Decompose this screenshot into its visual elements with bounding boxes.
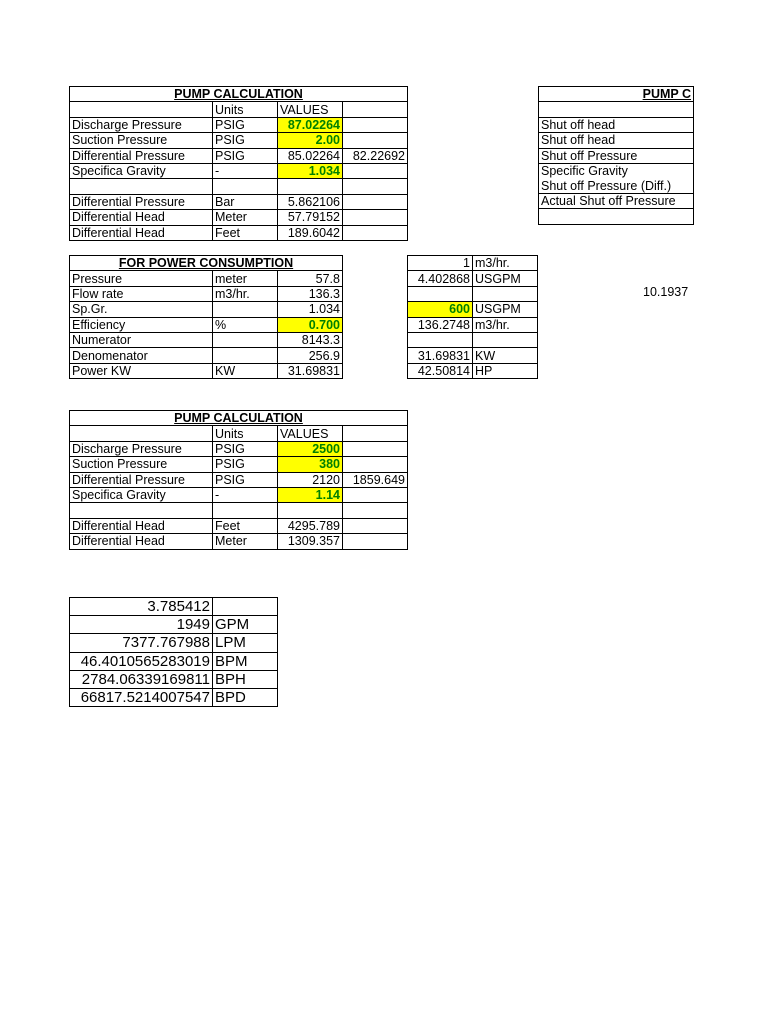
table-row [70, 652, 278, 670]
power-consumption-table [69, 255, 343, 379]
cell-label[interactable]: Shut off Pressure [539, 148, 694, 163]
cell-input-value[interactable]: 380 [278, 457, 343, 472]
cell-unit[interactable]: USGPM [473, 271, 538, 286]
table-row [408, 332, 538, 347]
cell-extra[interactable] [343, 487, 408, 502]
cell-unit[interactable]: HP [473, 363, 538, 378]
pump-calculation-table-2 [69, 410, 408, 550]
cell-value[interactable]: 5.862106 [278, 194, 343, 209]
cell-label[interactable]: Specific Gravity [539, 163, 694, 178]
cell-unit[interactable]: m3/hr. [213, 286, 278, 301]
cell-unit[interactable]: m3/hr. [473, 256, 538, 271]
table-row [408, 348, 538, 363]
cell-value[interactable] [408, 286, 473, 301]
cell-unit[interactable]: PSIG [213, 472, 278, 487]
cell-label[interactable]: Suction Pressure [70, 133, 213, 148]
cell-value[interactable]: 66817.5214007547 [70, 688, 213, 706]
cell-value[interactable]: 7377.767988 [70, 634, 213, 652]
cell-extra[interactable] [343, 503, 408, 518]
table-row [70, 363, 343, 378]
cell-unit[interactable]: - [213, 163, 278, 178]
cell-unit[interactable]: Feet [213, 518, 278, 533]
table-title-row [70, 87, 408, 102]
pump-calculation-table-1 [69, 86, 408, 241]
table-title: FOR POWER CONSUMPTION [70, 256, 343, 271]
table-row [70, 441, 408, 456]
cell-unit[interactable]: USGPM [473, 302, 538, 317]
table-row [408, 363, 538, 378]
cell-label[interactable]: Differential Head [70, 210, 213, 225]
cell-unit[interactable]: - [213, 487, 278, 502]
cell-label[interactable]: Power KW [70, 363, 213, 378]
cell-unit[interactable]: Meter [213, 210, 278, 225]
table-row [408, 302, 538, 317]
table-title: PUMP CALCULATION [70, 87, 408, 102]
cell-unit[interactable]: LPM [213, 634, 278, 652]
cell-value[interactable]: 4295.789 [278, 518, 343, 533]
cell-unit[interactable]: Meter [213, 534, 278, 549]
table-row [70, 117, 408, 132]
table-row [408, 256, 538, 271]
cell-label[interactable]: Differential Pressure [70, 148, 213, 163]
cell-value[interactable]: 85.02264 [278, 148, 343, 163]
cell-extra[interactable] [343, 117, 408, 132]
cell-unit[interactable]: KW [213, 363, 278, 378]
cell-unit[interactable] [473, 332, 538, 347]
cell-input-value[interactable]: 87.02264 [278, 117, 343, 132]
table-row [70, 194, 408, 209]
cell-extra[interactable] [343, 518, 408, 533]
cell-unit[interactable]: PSIG [213, 148, 278, 163]
cell-input-value[interactable]: 2.00 [278, 133, 343, 148]
cell-unit[interactable] [213, 348, 278, 363]
cell-extra[interactable]: 1859.649 [343, 472, 408, 487]
cell-value[interactable]: 46.4010565283019 [70, 652, 213, 670]
table-row [70, 179, 408, 194]
table-row [70, 634, 278, 652]
cell-value[interactable] [278, 179, 343, 194]
table-header-row [70, 102, 408, 117]
table-row [70, 616, 278, 634]
table-row [70, 688, 278, 706]
table-row [408, 286, 538, 301]
cell-extra[interactable] [343, 534, 408, 549]
cell-extra[interactable]: 82.22692 [343, 148, 408, 163]
cell-value[interactable]: 1 [408, 256, 473, 271]
cell-label[interactable]: Flow rate [70, 286, 213, 301]
table-row [70, 225, 408, 240]
header-extra[interactable] [343, 426, 408, 441]
cell-label[interactable] [70, 179, 213, 194]
table-row [70, 148, 408, 163]
cell-extra[interactable] [343, 133, 408, 148]
cell-label[interactable]: Differential Head [70, 225, 213, 240]
cell-unit[interactable]: Feet [213, 225, 278, 240]
cell-label[interactable]: Sp.Gr. [70, 302, 213, 317]
cell-label[interactable]: Shut off head [539, 117, 694, 132]
cell-value[interactable]: 31.69831 [278, 363, 343, 378]
header-values[interactable]: VALUES [278, 102, 343, 117]
cell-label[interactable]: Differential Head [70, 534, 213, 549]
cell-label[interactable]: Discharge Pressure [70, 441, 213, 456]
header-units[interactable]: Units [213, 102, 278, 117]
header-empty[interactable] [70, 426, 213, 441]
header-empty[interactable] [70, 102, 213, 117]
cell-unit[interactable] [213, 179, 278, 194]
table-row [70, 163, 408, 178]
table-row [70, 503, 408, 518]
cell-label[interactable] [539, 209, 694, 224]
cell-label[interactable] [70, 503, 213, 518]
table-row [70, 317, 343, 332]
cell-unit[interactable]: BPM [213, 652, 278, 670]
cell-value[interactable]: 256.9 [278, 348, 343, 363]
table-row [70, 210, 408, 225]
header-values[interactable]: VALUES [278, 426, 343, 441]
cell-extra[interactable] [343, 457, 408, 472]
loose-cell-value[interactable]: 10.1937 [643, 285, 689, 299]
table-row [408, 317, 538, 332]
table-row [70, 332, 343, 347]
cell-extra[interactable] [343, 225, 408, 240]
cell-input-value[interactable]: 0.700 [278, 317, 343, 332]
flow-rate-conversion-table [69, 597, 278, 707]
cell-label[interactable]: Pressure [70, 271, 213, 286]
table-row [70, 598, 278, 616]
cell-input-value[interactable]: 2500 [278, 441, 343, 456]
table-title: PUMP CALCULATION [70, 411, 408, 426]
cell-value[interactable]: 1309.357 [278, 534, 343, 549]
cell-unit[interactable]: BPD [213, 688, 278, 706]
cell-extra[interactable] [343, 179, 408, 194]
cell-label[interactable]: Specifica Gravity [70, 163, 213, 178]
cell-label[interactable]: Shut off head [539, 133, 694, 148]
cell-value[interactable]: 8143.3 [278, 332, 343, 347]
cell-label[interactable]: Specifica Gravity [70, 487, 213, 502]
cell-value[interactable]: 57.79152 [278, 210, 343, 225]
pump-calculation-table-right [538, 86, 694, 225]
cell-value[interactable]: 136.2748 [408, 317, 473, 332]
cell-input-value[interactable]: 1.14 [278, 487, 343, 502]
cell-unit[interactable]: GPM [213, 616, 278, 634]
cell-unit[interactable]: PSIG [213, 441, 278, 456]
table-row [70, 457, 408, 472]
cell-value[interactable]: 4.402868 [408, 271, 473, 286]
table-row [70, 518, 408, 533]
cell-value[interactable]: 2784.06339169811 [70, 670, 213, 688]
cell-label[interactable]: Numerator [70, 332, 213, 347]
table-title-row [70, 256, 343, 271]
cell-value[interactable]: 42.50814 [408, 363, 473, 378]
cell-input-value[interactable]: 1.034 [278, 163, 343, 178]
cell-unit[interactable]: PSIG [213, 457, 278, 472]
cell-unit[interactable]: meter [213, 271, 278, 286]
cell-unit[interactable]: BPH [213, 670, 278, 688]
cell-value[interactable]: 1949 [70, 616, 213, 634]
cell-value[interactable]: 1.034 [278, 302, 343, 317]
table-row [70, 534, 408, 549]
table-row [70, 348, 343, 363]
unit-conversion-table [407, 255, 538, 379]
cell-unit[interactable] [213, 302, 278, 317]
cell-unit[interactable]: m3/hr. [473, 317, 538, 332]
table-header-row [70, 426, 408, 441]
cell-label[interactable]: Discharge Pressure [70, 117, 213, 132]
cell-extra[interactable] [343, 194, 408, 209]
cell-label[interactable] [539, 102, 694, 117]
cell-value[interactable]: 3.785412 [70, 598, 213, 616]
cell-value[interactable]: 189.6042 [278, 225, 343, 240]
cell-value[interactable]: 136.3 [278, 286, 343, 301]
cell-value[interactable] [278, 503, 343, 518]
cell-extra[interactable] [343, 210, 408, 225]
cell-unit[interactable] [213, 332, 278, 347]
cell-label[interactable]: Denomenator [70, 348, 213, 363]
cell-input-value[interactable]: 600 [408, 302, 473, 317]
cell-label[interactable]: Differential Head [70, 518, 213, 533]
table-row [70, 472, 408, 487]
header-extra[interactable] [343, 102, 408, 117]
cell-label[interactable]: Actual Shut off Pressure [539, 193, 694, 208]
cell-unit[interactable]: % [213, 317, 278, 332]
cell-unit[interactable] [213, 598, 278, 616]
cell-value[interactable]: 2120 [278, 472, 343, 487]
cell-label[interactable]: Differential Pressure [70, 472, 213, 487]
table-title: PUMP C [539, 87, 694, 102]
table-row [70, 133, 408, 148]
table-row [70, 271, 343, 286]
cell-value[interactable]: 57.8 [278, 271, 343, 286]
table-row [70, 670, 278, 688]
cell-unit[interactable]: Bar [213, 194, 278, 209]
table-title-row [70, 411, 408, 426]
cell-value[interactable]: 31.69831 [408, 348, 473, 363]
cell-value[interactable] [408, 332, 473, 347]
cell-unit[interactable]: KW [473, 348, 538, 363]
cell-unit[interactable] [473, 286, 538, 301]
cell-unit[interactable]: PSIG [213, 117, 278, 132]
cell-label[interactable]: Shut off Pressure (Diff.) [539, 178, 694, 193]
cell-unit[interactable] [213, 503, 278, 518]
table-row [70, 286, 343, 301]
cell-extra[interactable] [343, 163, 408, 178]
cell-label[interactable]: Efficiency [70, 317, 213, 332]
header-units[interactable]: Units [213, 426, 278, 441]
cell-label[interactable]: Differential Pressure [70, 194, 213, 209]
cell-unit[interactable]: PSIG [213, 133, 278, 148]
table-row [408, 271, 538, 286]
table-row [70, 487, 408, 502]
cell-extra[interactable] [343, 441, 408, 456]
table-row [70, 302, 343, 317]
cell-label[interactable]: Suction Pressure [70, 457, 213, 472]
